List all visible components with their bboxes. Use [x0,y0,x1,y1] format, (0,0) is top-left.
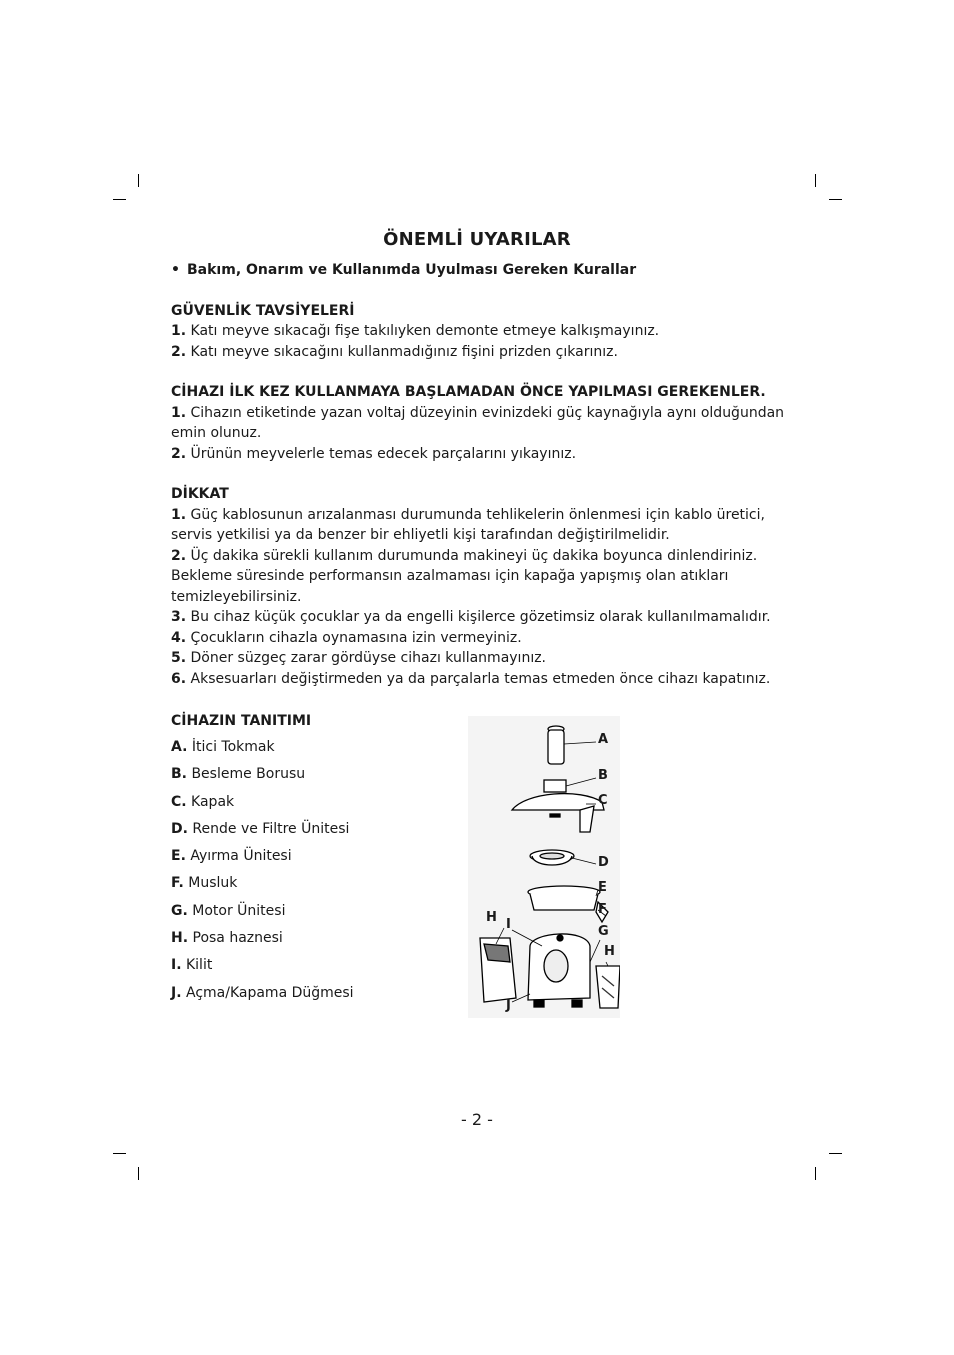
item-text: Ürünün meyvelerle temas edecek parçalarını yıkayınız. [190,445,577,462]
section-heading-caution: DİKKAT [171,486,229,502]
list-item [171,505,791,546]
figure-label-h-left: H [486,910,497,925]
part-item [171,901,451,928]
list-item [171,648,791,669]
item-number: 4. [171,629,187,646]
part-name: İtici Tokmak [191,739,275,755]
crop-mark [815,1167,816,1180]
crop-mark [815,174,816,187]
bullet-heading [171,260,791,281]
item-text: Üç dakika sürekli kullanım durumunda makineyi üç dakika boyunca dinlendiriniz. Bekleme süresinde performansın azalmaması için kapağa yapışmış olan atıkları temizleyebilirsiniz. [171,547,758,605]
part-letter: I. [171,957,182,974]
part-item [171,764,451,791]
part-letter: A. [171,739,188,755]
bullet-text: Bakım, Onarım ve Kullanımda Uyulması Gereken Kurallar [187,262,637,278]
section-heading-first-use: CİHAZI İLK KEZ KULLANMAYA BAŞLAMADAN ÖNCE YAPILMASI GEREKENLER. [171,384,766,400]
part-item [171,955,451,982]
part-name: Posa haznesi [192,930,283,947]
figure-label-h-right: H [604,944,615,959]
page-number: - 2 - [461,1110,493,1129]
parts-list [171,711,451,1010]
section-heading-safety: GÜVENLİK TAVSİYELERİ [171,302,355,319]
figure-label-c: C [598,793,608,808]
part-item [171,846,451,873]
part-item [171,737,451,764]
item-text: Döner süzgeç zarar gördüyse cihazı kullanmayınız. [190,650,547,666]
parts-heading: CİHAZIN TANITIMI [171,713,312,729]
part-letter: C. [171,793,187,810]
item-number: 1. [171,506,187,523]
item-number: 1. [171,404,187,421]
item-text: Bu cihaz küçük çocuklar ya da engelli kişilerce gözetimsiz olarak kullanılmamalıdır. [190,609,771,625]
item-text: Katı meyve sıkacağını kullanmadığınız fişini prizden çıkarınız. [190,343,618,360]
juicer-exploded-diagram [468,716,620,1018]
crop-mark [138,1167,139,1180]
figure-label-b: B [598,768,608,783]
part-letter: H. [171,930,189,947]
figure-label-f: F [598,902,607,917]
part-name: Açma/Kapama Düğmesi [185,984,354,1001]
figure-label-a: A [598,732,609,747]
list-item [171,546,791,608]
part-item [171,983,451,1010]
crop-mark [113,199,126,200]
warnings-content [171,260,791,689]
item-number: 2. [171,445,187,462]
part-item [171,928,451,955]
part-letter: F. [171,875,184,892]
figure-label-e: E [598,880,607,895]
item-number: 2. [171,343,187,360]
crop-mark [113,1153,126,1154]
item-number: 5. [171,650,187,666]
list-item [171,669,791,690]
part-name: Kapak [191,793,235,810]
page-title: ÖNEMLİ UYARILAR [383,229,571,250]
list-item [171,321,791,342]
item-number: 6. [171,670,187,687]
item-number: 3. [171,609,187,625]
list-item [171,403,791,444]
item-text: Güç kablosunun arızalanması durumunda tehlikelerin önlenmesi için kablo üretici, servis yetkilisi ya da benzer bir ehliyetli kişi tarafından değiştirilmelidir. [171,506,765,543]
crop-mark [829,1153,842,1154]
item-text: Aksesuarları değiştirmeden ya da parçalarla temas etmeden önce cihazı kapatınız. [190,670,771,687]
part-name: Ayırma Ünitesi [190,848,292,865]
bullet-dot: • [171,262,180,278]
part-letter: D. [171,820,188,837]
item-text: Cihazın etiketinde yazan voltaj düzeyinin evinizdeki güç kaynağıyla aynı olduğundan emin olunuz. [171,404,785,441]
part-letter: G. [171,902,188,919]
list-item [171,342,791,363]
figure-label-i: I [506,917,511,932]
item-text: Çocukların cihazla oynamasına izin vermeyiniz. [190,629,522,646]
part-item [171,873,451,900]
figure-label-g: G [598,924,609,939]
item-number: 1. [171,323,187,339]
crop-mark [829,199,842,200]
part-item [171,792,451,819]
crop-mark [138,174,139,187]
part-name: Musluk [188,875,238,892]
figure-label-j: J [506,998,511,1013]
part-letter: B. [171,766,187,783]
part-name: Besleme Borusu [191,766,306,783]
part-letter: J. [171,984,182,1001]
part-item [171,819,451,846]
part-name: Kilit [185,957,213,974]
list-item [171,628,791,649]
part-name: Rende ve Filtre Ünitesi [192,820,350,837]
figure-label-d: D [598,855,609,870]
part-name: Motor Ünitesi [192,902,286,919]
item-text: Katı meyve sıkacağı fişe takılıyken demonte etmeye kalkışmayınız. [190,323,660,339]
list-item [171,607,791,628]
list-item [171,444,791,465]
item-number: 2. [171,547,187,564]
part-letter: E. [171,848,186,865]
